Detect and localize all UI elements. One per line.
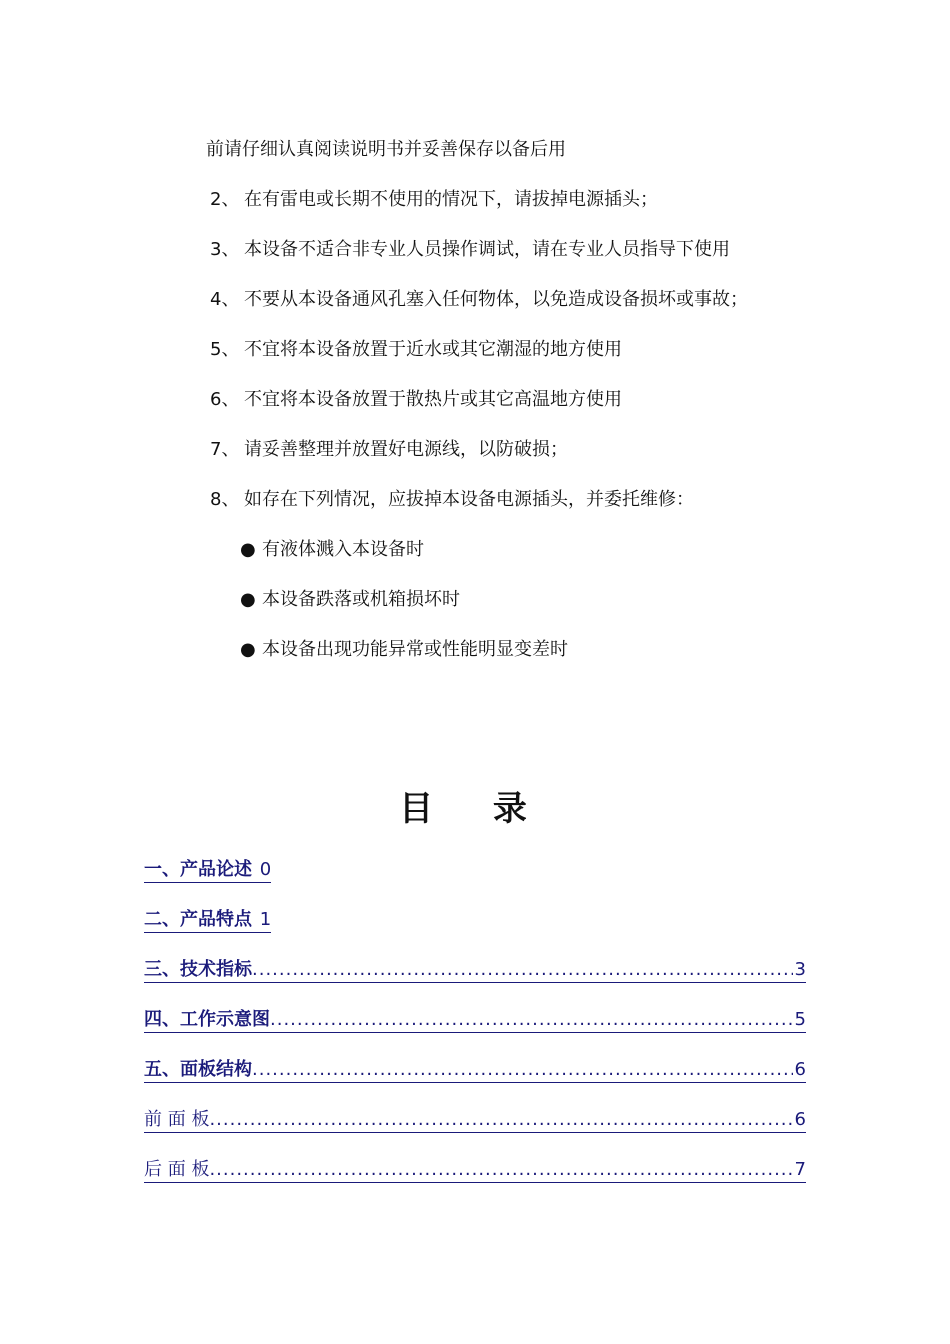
toc-entry-page[interactable]: 5	[794, 1009, 806, 1030]
toc-entry-label[interactable]: 三、技术指标	[144, 959, 252, 980]
toc-entry-page[interactable]: 6	[794, 1059, 806, 1080]
note-number: 7、	[210, 439, 240, 460]
note-item-3	[210, 238, 730, 262]
toc-entry-5[interactable]	[144, 1058, 806, 1083]
note-number: 8、	[210, 489, 240, 510]
toc-entry-label[interactable]: 一、产品论述	[144, 859, 252, 880]
toc-leader-dots	[209, 1108, 792, 1132]
bullet-dot-icon: ●	[240, 539, 256, 560]
note-text: 本设备不适合非专业人员操作调试，请在专业人员指导下使用	[244, 239, 730, 260]
toc-entry-4[interactable]	[144, 1008, 806, 1033]
note-text: 请妥善整理并放置好电源线，以防破损；	[244, 439, 568, 460]
note-text: 不要从本设备通风孔塞入任何物体，以免造成设备损坏或事故；	[244, 289, 748, 310]
toc-entry-page[interactable]: 0	[259, 859, 272, 880]
toc-entry-3[interactable]	[144, 958, 806, 983]
bullet-text: 有液体溅入本设备时	[262, 539, 424, 560]
toc-entry-label[interactable]: 前 面 板	[144, 1109, 210, 1130]
note-number: 6、	[210, 389, 240, 410]
note-text: 如存在下列情况，应拔掉本设备电源插头，并委托维修：	[244, 489, 694, 510]
bullet-text: 本设备跌落或机箱损坏时	[262, 589, 460, 610]
note-text: 在有雷电或长期不使用的情况下，请拔掉电源插头；	[244, 189, 658, 210]
toc-entry-page[interactable]: 1	[259, 909, 272, 930]
note-text: 不宜将本设备放置于散热片或其它高温地方使用	[244, 389, 622, 410]
toc-leader-dots	[209, 1158, 792, 1182]
toc-entry-6[interactable]	[144, 1108, 806, 1133]
note-item-5	[210, 338, 622, 362]
toc-entry-7[interactable]	[144, 1158, 806, 1183]
note-item-4	[210, 288, 748, 312]
note-item-8	[210, 488, 694, 512]
bullet-text: 本设备出现功能异常或性能明显变差时	[262, 639, 568, 660]
bullet-dot-icon: ●	[240, 589, 256, 610]
bullet-item-1	[240, 538, 424, 562]
bullet-item-2	[240, 588, 460, 612]
toc-entry-label[interactable]: 四、工作示意图	[144, 1009, 270, 1030]
toc-entry-2[interactable]	[144, 908, 271, 933]
note-number: 2、	[210, 189, 240, 210]
toc-leader-dots	[270, 1008, 793, 1032]
bullet-item-3	[240, 638, 568, 662]
note-item-6	[210, 388, 622, 412]
note-item-7	[210, 438, 568, 462]
toc-entry-label[interactable]: 二、产品特点	[144, 909, 252, 930]
toc-entry-page[interactable]: 7	[794, 1159, 806, 1180]
toc-entry-page[interactable]: 6	[794, 1109, 806, 1130]
toc-entry-page[interactable]: 3	[794, 959, 806, 980]
note-number: 4、	[210, 289, 240, 310]
toc-leader-dots	[252, 1058, 793, 1082]
note-text: 不宜将本设备放置于近水或其它潮湿的地方使用	[244, 339, 622, 360]
toc-entry-1[interactable]	[144, 858, 271, 883]
note-item-2	[210, 188, 658, 212]
bullet-dot-icon: ●	[240, 639, 256, 660]
toc-entry-label[interactable]: 后 面 板	[144, 1159, 210, 1180]
note-text: 前请仔细认真阅读说明书并妥善保存以备后用	[206, 139, 566, 160]
toc-title: 目 录	[399, 789, 551, 829]
note-number: 3、	[210, 239, 240, 260]
toc-leader-dots	[252, 958, 793, 982]
note-item-1	[206, 138, 566, 162]
toc-entry-label[interactable]: 五、面板结构	[144, 1059, 252, 1080]
note-number: 5、	[210, 339, 240, 360]
